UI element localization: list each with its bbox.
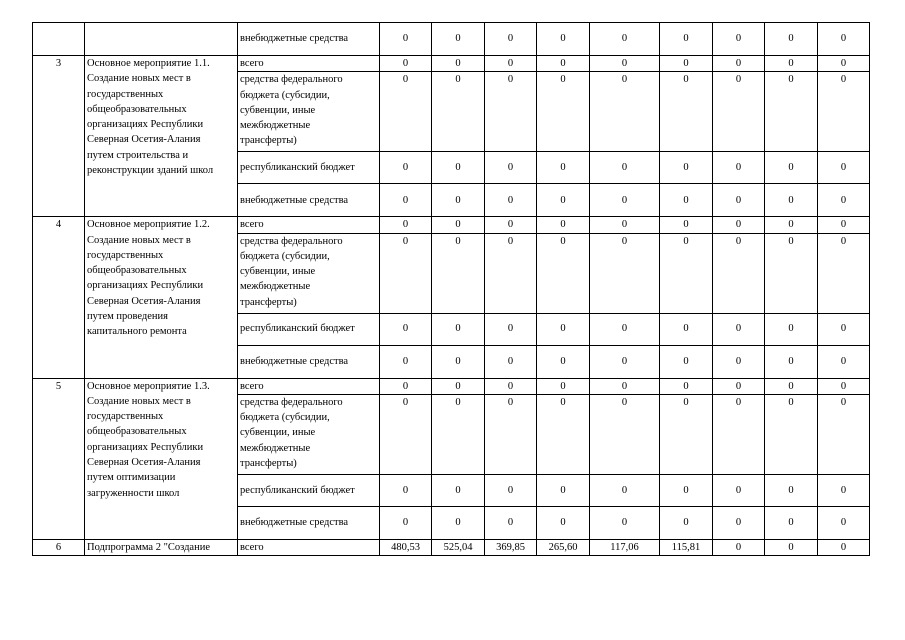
value-cell: 0 [765, 394, 818, 474]
value-cell: 0 [537, 506, 590, 539]
value-cell: 0 [765, 184, 818, 217]
source-cell-line: внебюджетные средства [240, 517, 349, 529]
value-cell: 265,60 [537, 539, 590, 555]
value-cell: 0 [660, 474, 713, 506]
value-cell: 480,53 [380, 539, 432, 555]
value-cell: 0 [537, 152, 590, 184]
value-cell: 0 [765, 23, 818, 56]
table-row [33, 56, 870, 72]
value-cell: 0 [432, 72, 485, 152]
activity-name-line: организациях Республики [87, 441, 204, 453]
value-cell: 0 [713, 394, 765, 474]
value-cell: 0 [765, 313, 818, 345]
value-cell: 0 [380, 474, 432, 506]
value-cell: 0 [485, 23, 537, 56]
value-cell: 0 [660, 152, 713, 184]
value-cell: 0 [432, 474, 485, 506]
value-cell: 0 [660, 233, 713, 313]
value-cell: 0 [713, 233, 765, 313]
value-cell: 0 [537, 233, 590, 313]
value-cell: 0 [660, 345, 713, 378]
source-cell: внебюджетные средства [238, 23, 380, 56]
value-cell: 0 [590, 217, 660, 233]
value-cell: 0 [537, 378, 590, 394]
value-cell: 0 [380, 152, 432, 184]
activity-name-line: общеобразовательных [87, 103, 187, 115]
activity-name-line: государственных [87, 249, 164, 261]
activity-name-line: Создание новых мест в [87, 73, 191, 85]
value-cell: 0 [485, 72, 537, 152]
value-cell: 0 [537, 474, 590, 506]
value-cell: 0 [713, 345, 765, 378]
value-cell: 0 [590, 394, 660, 474]
activity-name-line: Основное мероприятие 1.1. [87, 58, 210, 69]
value-cell: 0 [818, 474, 870, 506]
value-cell: 0 [537, 345, 590, 378]
value-cell: 0 [713, 23, 765, 56]
source-cell-line: межбюджетные [240, 120, 311, 132]
activity-name-line: Создание новых мест в [87, 395, 191, 407]
source-cell-line: внебюджетные средства [240, 355, 349, 367]
value-cell: 0 [485, 474, 537, 506]
source-cell-line: трансферты) [240, 135, 297, 147]
source-cell-line: бюджета (субсидии, [240, 412, 330, 424]
subprogram-name: Подпрограмма 2 "Создание [85, 539, 238, 555]
value-cell: 0 [713, 539, 765, 555]
value-cell: 0 [485, 184, 537, 217]
num-cell [33, 23, 85, 56]
activity-name-line: общеобразовательных [87, 426, 187, 438]
activity-name-line: путем строительства и [87, 149, 189, 161]
row-number: 5 [33, 378, 85, 539]
activity-name [85, 378, 238, 539]
source-cell-line: межбюджетные [240, 281, 311, 293]
value-cell: 0 [765, 539, 818, 555]
value-cell: 0 [432, 184, 485, 217]
value-cell: 369,85 [485, 539, 537, 555]
value-cell: 117,06 [590, 539, 660, 555]
value-cell: 0 [485, 313, 537, 345]
value-cell: 0 [432, 345, 485, 378]
source-cell-line: республиканский бюджет [240, 484, 355, 496]
source-cell-line: бюджета (субсидии, [240, 89, 330, 101]
source-cell [238, 313, 380, 345]
source-cell [238, 184, 380, 217]
value-cell: 0 [818, 378, 870, 394]
value-cell: 0 [818, 233, 870, 313]
table-row [33, 217, 870, 233]
activity-name-line: Северная Осетия-Алания [87, 295, 201, 307]
table-row [33, 23, 870, 56]
activity-name-line: Северная Осетия-Алания [87, 457, 201, 469]
activity-name-line: организациях Республики [87, 280, 204, 292]
value-cell: 0 [537, 56, 590, 72]
source-cell [238, 56, 380, 72]
value-cell: 0 [380, 184, 432, 217]
activity-name-line: путем оптимизации [87, 472, 176, 484]
source-cell [238, 506, 380, 539]
source-cell [238, 152, 380, 184]
value-cell: 0 [380, 394, 432, 474]
value-cell: 0 [380, 233, 432, 313]
activity-name-line: Северная Осетия-Алания [87, 134, 201, 146]
value-cell: 0 [432, 56, 485, 72]
value-cell: 0 [765, 72, 818, 152]
source-cell-line: субвенции, иные [240, 266, 316, 278]
source-cell [238, 378, 380, 394]
source-cell [238, 474, 380, 506]
value-cell: 0 [590, 233, 660, 313]
value-cell: 0 [485, 217, 537, 233]
table-row [33, 539, 870, 555]
value-cell: 0 [660, 56, 713, 72]
value-cell: 0 [432, 152, 485, 184]
value-cell: 0 [380, 72, 432, 152]
activity-name-line: государственных [87, 88, 164, 100]
source-cell-line: средства федерального [240, 74, 343, 86]
value-cell: 0 [713, 378, 765, 394]
source-cell-line: бюджета (субсидии, [240, 250, 330, 262]
value-cell: 0 [590, 345, 660, 378]
activity-name-line: реконструкции зданий школ [87, 165, 214, 177]
source-cell-line: трансферты) [240, 458, 297, 470]
value-cell: 0 [765, 56, 818, 72]
value-cell: 0 [590, 72, 660, 152]
source-cell [238, 217, 380, 233]
activity-name-line: загруженности школ [87, 487, 180, 499]
value-cell: 0 [380, 345, 432, 378]
source-cell-line: трансферты) [240, 296, 297, 308]
value-cell: 0 [818, 152, 870, 184]
value-cell: 0 [713, 72, 765, 152]
source-cell-line: внебюджетные средства [240, 194, 349, 206]
value-cell: 0 [432, 378, 485, 394]
source-cell-line: всего [240, 58, 264, 69]
value-cell: 0 [713, 184, 765, 217]
value-cell: 525,04 [432, 539, 485, 555]
activity-name [85, 56, 238, 217]
value-cell: 0 [590, 184, 660, 217]
value-cell: 0 [713, 313, 765, 345]
value-cell: 0 [537, 394, 590, 474]
source-cell-line: субвенции, иные [240, 104, 316, 116]
activity-name-line: Создание новых мест в [87, 234, 191, 246]
source-cell-line: всего [240, 219, 264, 231]
value-cell: 0 [590, 56, 660, 72]
value-cell: 0 [660, 23, 713, 56]
value-cell: 0 [818, 217, 870, 233]
value-cell: 0 [660, 313, 713, 345]
value-cell: 0 [485, 394, 537, 474]
value-cell: 0 [660, 378, 713, 394]
value-cell: 0 [537, 72, 590, 152]
value-cell: 115,81 [660, 539, 713, 555]
value-cell: 0 [485, 233, 537, 313]
name-cell [85, 23, 238, 56]
value-cell: 0 [765, 345, 818, 378]
activity-name-line: капитального ремонта [87, 326, 187, 338]
row-number: 6 [33, 539, 85, 555]
value-cell: 0 [380, 506, 432, 539]
source-cell [238, 394, 380, 474]
value-cell: 0 [818, 345, 870, 378]
source-cell [238, 233, 380, 313]
value-cell: 0 [660, 217, 713, 233]
value-cell: 0 [713, 506, 765, 539]
value-cell: 0 [818, 184, 870, 217]
value-cell: 0 [660, 394, 713, 474]
value-cell: 0 [537, 313, 590, 345]
value-cell: 0 [713, 217, 765, 233]
value-cell: 0 [713, 56, 765, 72]
value-cell: 0 [485, 56, 537, 72]
value-cell: 0 [380, 56, 432, 72]
value-cell: 0 [818, 313, 870, 345]
value-cell: 0 [380, 217, 432, 233]
value-cell: 0 [537, 217, 590, 233]
source-cell [238, 345, 380, 378]
activity-name [85, 217, 238, 378]
value-cell: 0 [432, 233, 485, 313]
activity-name-line: Основное мероприятие 1.2. [87, 219, 210, 231]
financing-table [32, 22, 870, 556]
source-cell-line: республиканский бюджет [240, 162, 355, 174]
value-cell: 0 [590, 506, 660, 539]
source-cell-line: средства федерального [240, 235, 343, 247]
value-cell: 0 [660, 184, 713, 217]
value-cell: 0 [590, 474, 660, 506]
activity-name-line: общеобразовательных [87, 265, 187, 277]
value-cell: 0 [485, 345, 537, 378]
value-cell: 0 [432, 394, 485, 474]
value-cell: 0 [765, 506, 818, 539]
value-cell: 0 [818, 56, 870, 72]
value-cell: 0 [713, 152, 765, 184]
value-cell: 0 [818, 506, 870, 539]
value-cell: 0 [432, 217, 485, 233]
source-cell-line: всего [240, 380, 264, 392]
value-cell: 0 [818, 539, 870, 555]
value-cell: 0 [765, 152, 818, 184]
value-cell: 0 [380, 313, 432, 345]
value-cell: 0 [818, 394, 870, 474]
source-cell [238, 72, 380, 152]
value-cell: 0 [537, 184, 590, 217]
source-cell-line: межбюджетные [240, 442, 311, 454]
value-cell: 0 [765, 217, 818, 233]
activity-name-line: Основное мероприятие 1.3. [87, 380, 210, 392]
activity-name-line: путем проведения [87, 311, 168, 323]
table-body [33, 23, 870, 556]
value-cell: 0 [590, 152, 660, 184]
source-cell-line: субвенции, иные [240, 427, 316, 439]
value-cell: 0 [590, 313, 660, 345]
source-cell-line: средства федерального [240, 396, 343, 408]
value-cell: 0 [818, 72, 870, 152]
value-cell: 0 [590, 378, 660, 394]
value-cell: 0 [765, 233, 818, 313]
value-cell: 0 [485, 378, 537, 394]
source-cell: всего [238, 539, 380, 555]
value-cell: 0 [485, 152, 537, 184]
row-number: 4 [33, 217, 85, 378]
table-row [33, 378, 870, 394]
value-cell: 0 [818, 23, 870, 56]
value-cell: 0 [713, 474, 765, 506]
row-number: 3 [33, 56, 85, 217]
value-cell: 0 [432, 506, 485, 539]
value-cell: 0 [537, 23, 590, 56]
source-cell-line: республиканский бюджет [240, 323, 355, 335]
value-cell: 0 [590, 23, 660, 56]
value-cell: 0 [432, 313, 485, 345]
activity-name-line: организациях Республики [87, 119, 204, 131]
value-cell: 0 [660, 506, 713, 539]
value-cell: 0 [765, 378, 818, 394]
activity-name-line: государственных [87, 411, 164, 423]
value-cell: 0 [432, 23, 485, 56]
value-cell: 0 [765, 474, 818, 506]
value-cell: 0 [660, 72, 713, 152]
value-cell: 0 [380, 23, 432, 56]
value-cell: 0 [380, 378, 432, 394]
value-cell: 0 [485, 506, 537, 539]
